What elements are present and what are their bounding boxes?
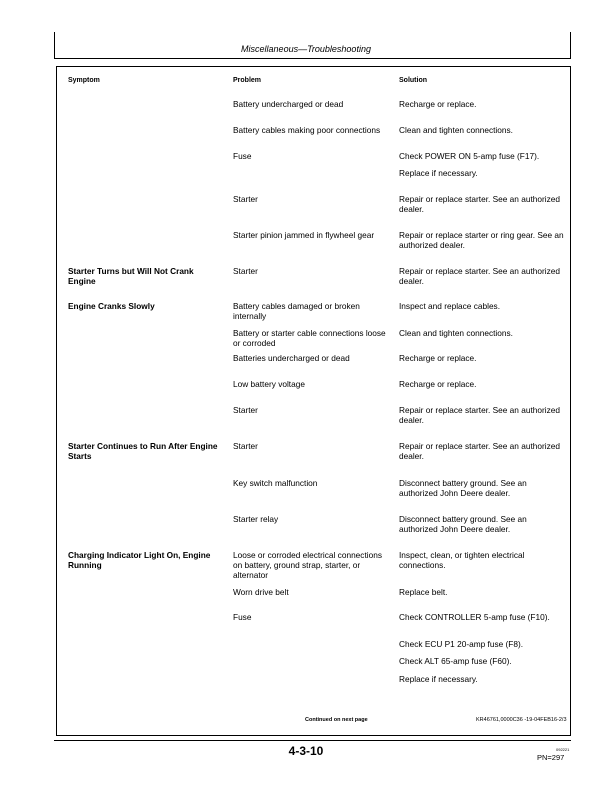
solution-cell: Replace if necessary.: [399, 168, 478, 178]
problem-cell: Low battery voltage: [233, 379, 305, 389]
problem-cell: Fuse: [233, 151, 252, 161]
solution-cell: Repair or replace starter. See an authorized dealer.: [399, 266, 560, 286]
problem-cell: Battery cables damaged or broken internally: [233, 301, 360, 321]
problem-cell: Starter: [233, 266, 258, 276]
problem-cell: Starter: [233, 194, 258, 204]
page-number: 4-3-10: [288, 744, 324, 758]
column-header-solution: Solution: [399, 77, 427, 84]
page-header-title: Miscellaneous—Troubleshooting: [241, 44, 371, 54]
solution-cell: Replace if necessary.: [399, 674, 478, 684]
solution-cell: Check POWER ON 5-amp fuse (F17).: [399, 151, 540, 161]
problem-cell: Battery cables making poor connections: [233, 125, 381, 135]
solution-cell: Repair or replace starter. See an authorized dealer.: [399, 441, 560, 461]
solution-cell: Inspect, clean, or tighten electrical connections.: [399, 550, 525, 570]
problem-cell: Starter: [233, 441, 258, 451]
solution-cell: Disconnect battery ground. See an authorized John Deere dealer.: [399, 514, 527, 534]
solution-cell: Disconnect battery ground. See an authorized John Deere dealer.: [399, 478, 527, 498]
solution-cell: Clean and tighten connections.: [399, 125, 513, 135]
problem-cell: Key switch malfunction: [233, 478, 318, 488]
problem-cell: Battery undercharged or dead: [233, 99, 344, 109]
solution-cell: Inspect and replace cables.: [399, 301, 501, 311]
column-header-problem: Problem: [233, 77, 262, 84]
symptom-starter-continues: Starter Continues to Run After Engine Starts: [68, 441, 218, 461]
pn-number: PN=297: [537, 753, 565, 762]
problem-cell: Fuse: [233, 612, 252, 622]
symptom-charging-indicator: Charging Indicator Light On, Engine Running: [68, 550, 211, 570]
symptom-engine-cranks-slowly: Engine Cranks Slowly: [68, 301, 155, 311]
solution-cell: Repair or replace starter or ring gear. See an authorized dealer.: [399, 230, 564, 250]
document-code: KR46761,0000C36 -19-04FEB16-2/3: [476, 717, 567, 723]
solution-cell: Recharge or replace.: [399, 99, 477, 109]
solution-cell: Check ALT 65-amp fuse (F60).: [399, 656, 512, 666]
solution-cell: Recharge or replace.: [399, 379, 477, 389]
problem-cell: Worn drive belt: [233, 587, 289, 597]
problem-cell: Starter: [233, 405, 258, 415]
solution-cell: Clean and tighten connections.: [399, 328, 513, 338]
small-code: 092221: [556, 747, 570, 752]
column-header-symptom: Symptom: [68, 77, 100, 84]
symptom-starter-turns: Starter Turns but Will Not Crank Engine: [68, 266, 194, 286]
solution-cell: Replace belt.: [399, 587, 448, 597]
problem-cell: Batteries undercharged or dead: [233, 353, 350, 363]
solution-cell: Recharge or replace.: [399, 353, 477, 363]
solution-cell: Repair or replace starter. See an authorized dealer.: [399, 405, 560, 425]
problem-cell: Loose or corroded electrical connections on battery, ground strap, starter, or alternator: [233, 550, 382, 580]
troubleshooting-table-border: [56, 66, 571, 736]
solution-cell: Repair or replace starter. See an authorized dealer.: [399, 194, 560, 214]
problem-cell: Battery or starter cable connections loose or corroded: [233, 328, 386, 348]
problem-cell: Starter relay: [233, 514, 279, 524]
problem-cell: Starter pinion jammed in flywheel gear: [233, 230, 375, 240]
solution-cell: Check CONTROLLER 5-amp fuse (F10).: [399, 612, 550, 622]
continued-on-next-page: Continued on next page: [305, 717, 368, 723]
footer-rule: [54, 740, 571, 741]
header-rule: [54, 58, 571, 59]
solution-cell: Check ECU P1 20-amp fuse (F8).: [399, 639, 524, 649]
